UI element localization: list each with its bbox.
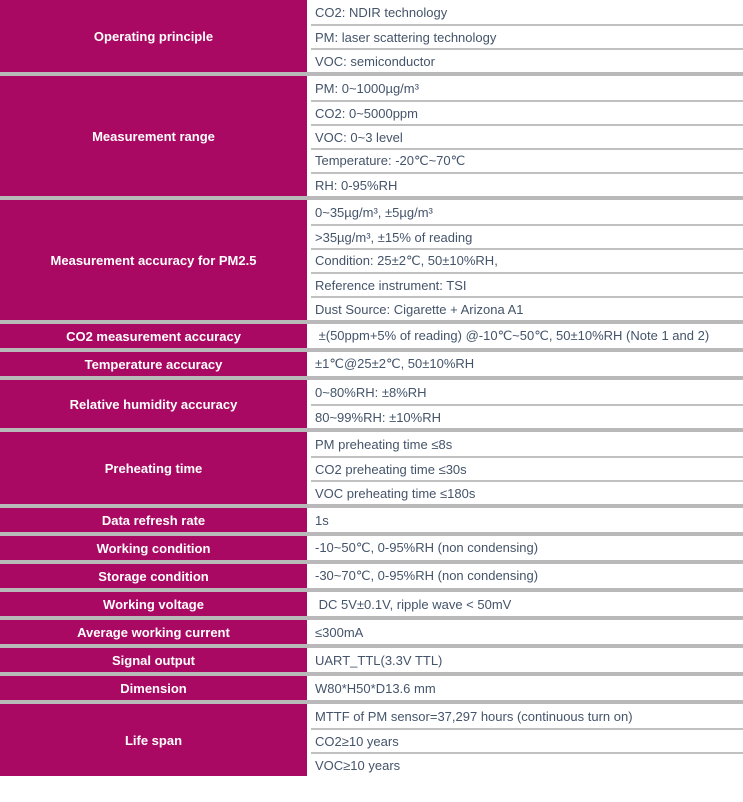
- spec-value-cell: CO2: 0~5000ppm: [311, 100, 743, 124]
- spec-group-row: [0, 348, 743, 376]
- spec-category-cell: [0, 432, 311, 504]
- spec-value-list: [311, 432, 743, 504]
- spec-category-cell: [0, 76, 311, 196]
- spec-category-cell: [0, 592, 311, 616]
- spec-category-label: Measurement range: [92, 128, 215, 144]
- spec-value-cell: Reference instrument: TSI: [311, 272, 743, 296]
- spec-value-cell: VOC: semiconductor: [311, 48, 743, 72]
- spec-group-row: [0, 532, 743, 560]
- spec-group-row: [0, 616, 743, 644]
- spec-value-list: [311, 704, 743, 776]
- spec-value-cell: -10~50℃, 0-95%RH (non condensing): [311, 536, 743, 560]
- spec-value-cell: CO2 preheating time ≤30s: [311, 456, 743, 480]
- spec-category-label: Relative humidity accuracy: [69, 396, 238, 412]
- spec-value-list: [311, 0, 743, 72]
- spec-category-cell: [0, 620, 311, 644]
- spec-category-label: Preheating time: [104, 460, 203, 476]
- spec-value-list: [311, 592, 743, 616]
- spec-value-list: [311, 200, 743, 320]
- spec-category-label: Measurement accuracy for PM2.5: [50, 252, 257, 268]
- spec-category-cell: [0, 324, 311, 348]
- spec-category-label: Life span: [124, 732, 183, 748]
- spec-value-cell: VOC≥10 years: [311, 752, 743, 776]
- spec-value-cell: CO2: NDIR technology: [311, 0, 743, 24]
- spec-category-label: Operating principle: [93, 28, 214, 44]
- spec-value-list: [311, 564, 743, 588]
- spec-value-cell: VOC preheating time ≤180s: [311, 480, 743, 504]
- spec-value-cell: DC 5V±0.1V, ripple wave < 50mV: [311, 592, 743, 616]
- spec-value-list: [311, 676, 743, 700]
- spec-category-label: Working condition: [96, 540, 211, 556]
- spec-value-cell: PM: laser scattering technology: [311, 24, 743, 48]
- spec-value-cell: PM: 0~1000µg/m³: [311, 76, 743, 100]
- spec-value-cell: RH: 0-95%RH: [311, 172, 743, 196]
- spec-group-row: [0, 0, 743, 72]
- spec-value-list: [311, 536, 743, 560]
- spec-group-row: [0, 376, 743, 428]
- spec-group-row: [0, 428, 743, 504]
- spec-value-list: [311, 76, 743, 196]
- spec-value-list: [311, 620, 743, 644]
- spec-category-label: Temperature accuracy: [84, 356, 223, 372]
- spec-category-label: Working voltage: [103, 596, 204, 612]
- spec-value-cell: PM preheating time ≤8s: [311, 432, 743, 456]
- spec-value-cell: Temperature: -20℃~70℃: [311, 148, 743, 172]
- spec-value-cell: -30~70℃, 0-95%RH (non condensing): [311, 564, 743, 588]
- spec-value-list: [311, 352, 743, 376]
- spec-category-cell: [0, 704, 311, 776]
- spec-category-label: Signal output: [111, 652, 196, 668]
- spec-category-cell: [0, 380, 311, 428]
- spec-value-cell: >35µg/m³, ±15% of reading: [311, 224, 743, 248]
- spec-value-cell: W80*H50*D13.6 mm: [311, 676, 743, 700]
- spec-value-cell: ≤300mA: [311, 620, 743, 644]
- spec-value-cell: Dust Source: Cigarette + Arizona A1: [311, 296, 743, 320]
- spec-category-cell: [0, 536, 311, 560]
- spec-value-cell: 80~99%RH: ±10%RH: [311, 404, 743, 428]
- spec-category-label: Storage condition: [98, 568, 209, 584]
- spec-group-row: [0, 672, 743, 700]
- spec-category-cell: [0, 508, 311, 532]
- spec-value-cell: MTTF of PM sensor=37,297 hours (continuous turn on): [311, 704, 743, 728]
- spec-value-cell: 1s: [311, 508, 743, 532]
- spec-category-label: CO2 measurement accuracy: [66, 328, 241, 344]
- spec-category-cell: [0, 676, 311, 700]
- spec-value-list: [311, 508, 743, 532]
- spec-category-cell: [0, 200, 311, 320]
- spec-value-cell: ±1℃@25±2℃, 50±10%RH: [311, 352, 743, 376]
- spec-group-row: [0, 644, 743, 672]
- spec-value-cell: Condition: 25±2℃, 50±10%RH,: [311, 248, 743, 272]
- spec-value-list: [311, 648, 743, 672]
- spec-category-cell: [0, 564, 311, 588]
- spec-value-list: [311, 324, 743, 348]
- spec-group-row: [0, 320, 743, 348]
- spec-group-row: [0, 560, 743, 588]
- spec-value-list: [311, 380, 743, 428]
- spec-value-cell: VOC: 0~3 level: [311, 124, 743, 148]
- spec-category-cell: [0, 648, 311, 672]
- spec-category-cell: [0, 0, 311, 72]
- spec-value-cell: CO2≥10 years: [311, 728, 743, 752]
- spec-group-row: [0, 588, 743, 616]
- spec-group-row: [0, 700, 743, 776]
- spec-category-label: Average working current: [77, 624, 230, 640]
- spec-category-cell: [0, 352, 311, 376]
- spec-value-cell: 0~80%RH: ±8%RH: [311, 380, 743, 404]
- spec-group-row: [0, 504, 743, 532]
- spec-group-row: [0, 196, 743, 320]
- spec-category-label: Dimension: [120, 680, 187, 696]
- spec-value-cell: 0~35µg/m³, ±5µg/m³: [311, 200, 743, 224]
- spec-category-label: Data refresh rate: [101, 512, 206, 528]
- spec-group-row: [0, 72, 743, 196]
- spec-value-cell: ±(50ppm+5% of reading) @-10℃~50℃, 50±10%RH (Note 1 and 2): [311, 324, 743, 348]
- spec-value-cell: UART_TTL(3.3V TTL): [311, 648, 743, 672]
